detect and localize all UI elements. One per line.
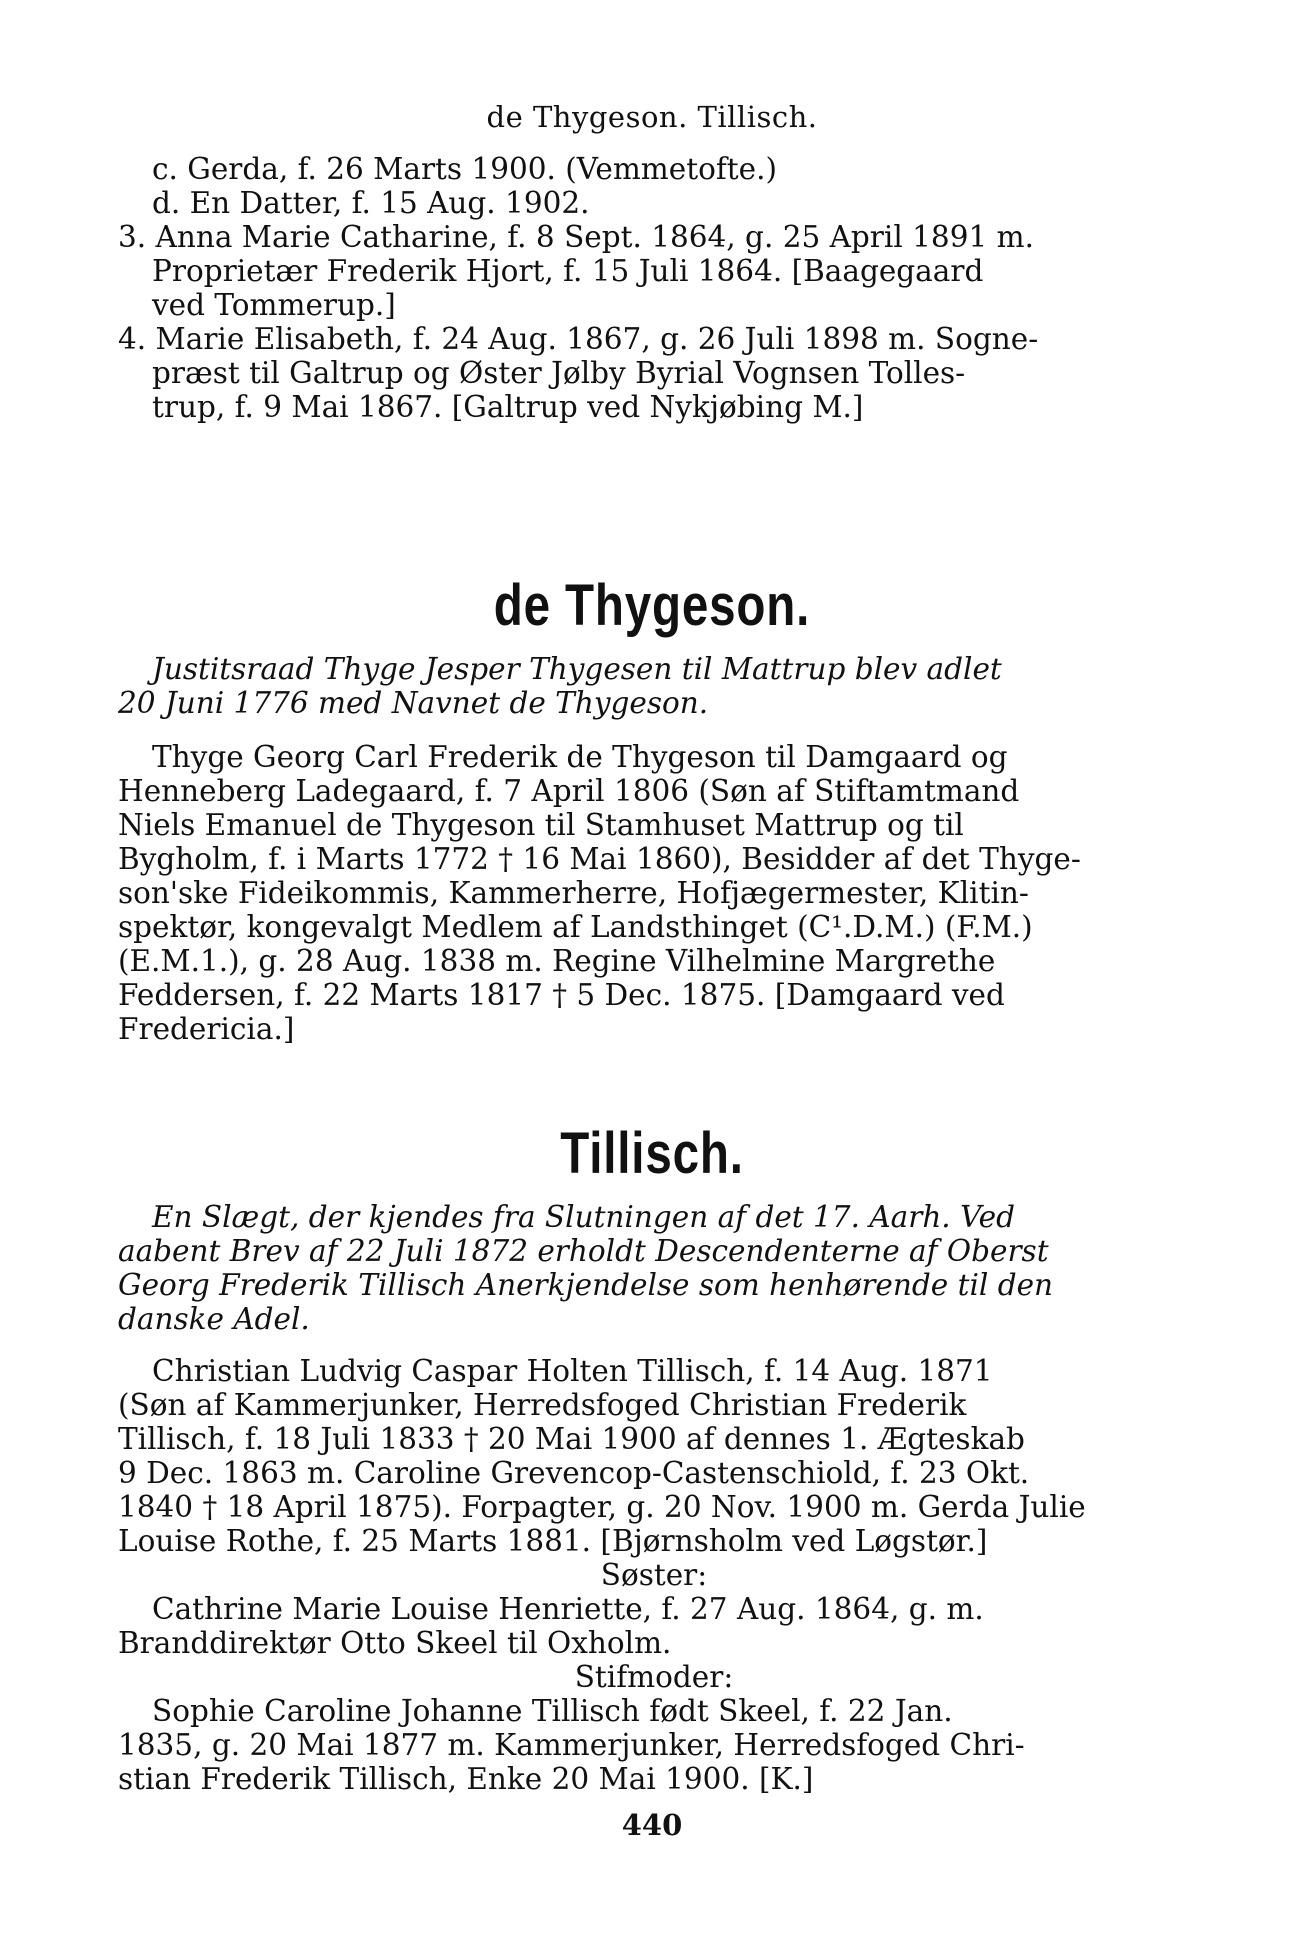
entry-line: Feddersen, f. 22 Marts 1817 † 5 Dec. 1875. [Damgaard ved bbox=[118, 978, 1005, 1012]
entry-line: Fredericia.] bbox=[118, 1012, 295, 1046]
sister-label: Søster: bbox=[600, 1558, 708, 1592]
entry-line: son'ske Fideikommis, Kammerherre, Hofjægermester, Klitin- bbox=[118, 876, 1029, 910]
entry-line: trup, f. 9 Mai 1867. [Galtrup ved Nykjøbing M.] bbox=[152, 390, 864, 424]
entry-line: d. En Datter, f. 15 Aug. 1902. bbox=[152, 186, 590, 220]
entry-line: c. Gerda, f. 26 Marts 1900. (Vemmetofte.) bbox=[152, 152, 777, 186]
entry-line: 1835, g. 20 Mai 1877 m. Kammerjunker, Herredsfoged Chri- bbox=[118, 1728, 1025, 1762]
entry-line: Proprietær Frederik Hjort, f. 15 Juli 1864. [Baagegaard bbox=[152, 254, 984, 288]
entry-line: præst til Galtrup og Øster Jølby Byrial Vognsen Tolles- bbox=[152, 356, 966, 390]
thygeson-intro bbox=[118, 652, 1190, 720]
entry-line: Niels Emanuel de Thygeson til Stamhuset Mattrup og til bbox=[118, 808, 964, 842]
entry-line: Henneberg Ladegaard, f. 7 April 1806 (Søn af Stiftamtmand bbox=[118, 774, 1020, 808]
section-heading-tillisch: Tillisch. bbox=[560, 1121, 744, 1186]
entry-line: 4. Marie Elisabeth, f. 24 Aug. 1867, g. 26 Juli 1898 m. Sogne- bbox=[118, 322, 1039, 356]
entry-line: Christian Ludvig Caspar Holten Tillisch, f. 14 Aug. 1871 bbox=[152, 1354, 993, 1388]
entry-line: 1840 † 18 April 1875). Forpagter, g. 20 Nov. 1900 m. Gerda Julie bbox=[118, 1490, 1086, 1524]
tillisch-entry bbox=[118, 1354, 1190, 1796]
intro-line: En Slægt, der kjendes fra Slutningen af det 17. Aarh. Ved bbox=[152, 1200, 1016, 1234]
entry-line: Sophie Caroline Johanne Tillisch født Skeel, f. 22 Jan. bbox=[152, 1694, 953, 1728]
intro-line: 20 Juni 1776 med Navnet de Thygeson. bbox=[118, 686, 709, 720]
intro-line: Georg Frederik Tillisch Anerkjendelse som henhørende til den bbox=[118, 1268, 1054, 1302]
entry-line: 3. Anna Marie Catharine, f. 8 Sept. 1864, g. 25 April 1891 m. bbox=[118, 220, 1034, 254]
intro-line: danske Adel. bbox=[118, 1302, 310, 1336]
entry-line: 9 Dec. 1863 m. Caroline Grevencop-Castenschiold, f. 23 Okt. bbox=[118, 1456, 1030, 1490]
running-head: de Thygeson. Tillisch. bbox=[486, 100, 818, 134]
entry-line: ved Tommerup.] bbox=[152, 288, 396, 322]
entry-line: (E.M.1.), g. 28 Aug. 1838 m. Regine Vilhelmine Margrethe bbox=[118, 944, 996, 978]
entry-line: spektør, kongevalgt Medlem af Landsthinget (C¹.D.M.) (F.M.) bbox=[118, 910, 1033, 944]
section-heading-thygeson: de Thygeson. bbox=[493, 573, 811, 638]
thygeson-entry bbox=[118, 740, 1190, 1046]
entry-line: (Søn af Kammerjunker, Herredsfoged Christian Frederik bbox=[118, 1388, 967, 1422]
entry-line: Cathrine Marie Louise Henriette, f. 27 Aug. 1864, g. m. bbox=[152, 1592, 984, 1626]
entry-line: Branddirektør Otto Skeel til Oxholm. bbox=[118, 1626, 672, 1660]
entry-line: Louise Rothe, f. 25 Marts 1881. [Bjørnsholm ved Løgstør.] bbox=[118, 1524, 988, 1558]
entry-line: Tillisch, f. 18 Juli 1833 † 20 Mai 1900 af dennes 1. Ægteskab bbox=[118, 1422, 1025, 1456]
entry-line: Bygholm, f. i Marts 1772 † 16 Mai 1860), Besidder af det Thyge- bbox=[118, 842, 1081, 876]
entry-line: Thyge Georg Carl Frederik de Thygeson til Damgaard og bbox=[152, 740, 1008, 774]
tillisch-intro bbox=[118, 1200, 1190, 1336]
top-entries bbox=[118, 152, 1190, 424]
page-number: 440 bbox=[621, 1808, 683, 1842]
entry-line: stian Frederik Tillisch, Enke 20 Mai 1900. [K.] bbox=[118, 1762, 814, 1796]
intro-line: Justitsraad Thyge Jesper Thygesen til Mattrup blev adlet bbox=[152, 652, 1002, 686]
stepmother-label: Stifmoder: bbox=[574, 1660, 734, 1694]
intro-line: aabent Brev af 22 Juli 1872 erholdt Descendenterne af Oberst bbox=[118, 1234, 1049, 1268]
